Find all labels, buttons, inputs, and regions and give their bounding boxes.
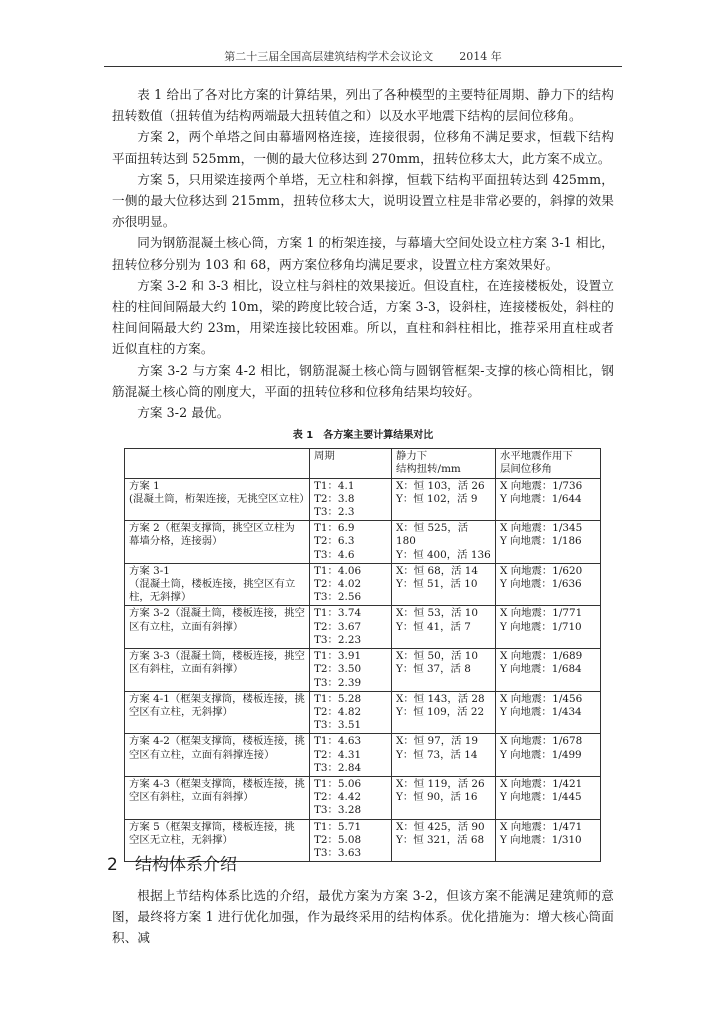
- section-body: [112, 885, 614, 949]
- paragraph-scheme-3-2-vs-3-3: 方案 3-2 和 3-3 相比，设立柱与斜柱的效果接近。但设直柱，在连接楼板处，设置立柱的柱间间隔最大约 10m，梁的跨度比较合适，方案 3-3，设斜柱，连接楼板处，斜柱的柱间间隔最大约 23m，用梁连接比较困难。所以，直柱和斜柱相比，推荐采用直柱或者近似直柱的方案。: [112, 277, 614, 357]
- cell-scheme: 方案 4-3（框架支撑筒，楼板连接，挑空区有斜柱，立面有斜撑）: [125, 776, 310, 819]
- section-heading: [107, 854, 617, 876]
- cell-period: T1：3.74 T2：3.67 T3：2.23: [310, 606, 392, 649]
- cell-torsion: X：恒 68，活 14 Y：恒 51，活 10: [392, 563, 496, 606]
- header-torsion: 静力下 结构扭转/mm: [392, 449, 496, 478]
- table-row: [125, 606, 601, 649]
- cell-period: T1：4.63 T2：4.31 T3：2.84: [310, 734, 392, 777]
- cell-period: T1：5.71 T2：5.08 T3：3.63: [310, 819, 392, 862]
- cell-drift: X 向地震：1/456 Y 向地震：1/434: [496, 691, 601, 734]
- cell-torsion: X：恒 103，活 26 Y：恒 102，活 9: [392, 478, 496, 521]
- cell-scheme: 方案 4-2（框架支撑筒，楼板连接，挑空区有立柱，立面有斜撑连接）: [125, 734, 310, 777]
- table-body: [125, 478, 601, 861]
- cell-period: T1：4.1 T2：3.8 T3：2.3: [310, 478, 392, 521]
- paragraph-scheme-3-2-vs-4-2: 方案 3-2 与方案 4-2 相比，钢筋混凝土核心筒与圆钢管框架-支撑的核心筒相比，钢筋混凝土核心筒的刚度大，平面的扭转位移和位移角结果均较好。: [112, 362, 614, 399]
- body-content: [112, 84, 614, 862]
- header-scheme: [125, 449, 310, 478]
- paragraph-scheme-1-vs-3-1: 同为钢筋混凝土核心筒，方案 1 的桁架连接，与幕墙大空间处设立柱方案 3-1 相比，扭转位移分别为 103 和 68，两方案位移角均满足要求，设置立柱方案效果好。: [112, 235, 614, 272]
- results-table: [124, 448, 601, 862]
- cell-drift: X 向地震：1/471 Y 向地震：1/310: [496, 819, 601, 862]
- table-row: [125, 521, 601, 564]
- cell-period: T1：3.91 T2：3.50 T3：2.39: [310, 649, 392, 692]
- cell-scheme: 方案 1 (混凝土筒，桁架连接，无挑空区立柱）: [125, 478, 310, 521]
- cell-torsion: X：恒 119，活 26 Y：恒 90，活 16: [392, 776, 496, 819]
- paragraph-conclusion: 方案 3-2 最优。: [137, 405, 230, 421]
- cell-period: T1：5.28 T2：4.82 T3：3.51: [310, 691, 392, 734]
- header-drift: 水平地震作用下 层间位移角: [496, 449, 601, 478]
- table-header-row: [125, 449, 601, 478]
- paragraph-intro: 表 1 给出了各对比方案的计算结果，列出了各种模型的主要特征周期、静力下的结构扭转数值（扭转值为结构两端最大扭转值之和）以及水平地震下结构的层间位移角。: [112, 87, 614, 124]
- cell-drift: X 向地震：1/421 Y 向地震：1/445: [496, 776, 601, 819]
- cell-torsion: X：恒 525，活 180 Y：恒 400，活 136: [392, 521, 496, 564]
- header-title: 第二十三届全国高层建筑结构学术会议论文: [224, 50, 434, 63]
- cell-period: T1：6.9 T2：6.3 T3：4.6: [310, 521, 392, 564]
- cell-scheme: 方案 4-1（框架支撑筒，楼板连接，挑空区有立柱，无斜撑）: [125, 691, 310, 734]
- paragraph-scheme-2: 方案 2，两个单塔之间由幕墙网格连接，连接很弱，位移角不满足要求，恒载下结构平面扭转达到 525mm，一侧的最大位移达到 270mm，扭转位移太大，此方案不成立。: [112, 129, 614, 166]
- cell-drift: X 向地震：1/678 Y 向地震：1/499: [496, 734, 601, 777]
- table-row: [125, 734, 601, 777]
- header-year: 2014 年: [459, 50, 502, 63]
- cell-scheme: 方案 2（框架支撑筒，挑空区立柱为幕墙分格，连接弱）: [125, 521, 310, 564]
- cell-scheme: 方案 3-3（混凝土筒，楼板连接，挑空区有斜柱，立面有斜撑）: [125, 649, 310, 692]
- table-row: [125, 776, 601, 819]
- cell-torsion: X：恒 50，活 10 Y：恒 37，活 8: [392, 649, 496, 692]
- cell-drift: X 向地震：1/771 Y 向地震：1/710: [496, 606, 601, 649]
- paragraph-scheme-5: 方案 5，只用梁连接两个单塔，无立柱和斜撑，恒载下结构平面扭转达到 425mm，一侧的最大位移达到 215mm，扭转位移太大，说明设置立柱是非常必要的，斜撑的效果亦很明显。: [112, 171, 614, 230]
- cell-scheme: 方案 3-2（混凝土筒，楼板连接，挑空区有立柱，立面有斜撑）: [125, 606, 310, 649]
- header-period: 周期: [310, 449, 392, 478]
- table-row: [125, 691, 601, 734]
- cell-period: T1：4.06 T2：4.02 T3：2.56: [310, 563, 392, 606]
- table-row: [125, 649, 601, 692]
- cell-drift: X 向地震：1/689 Y 向地震：1/684: [496, 649, 601, 692]
- cell-drift: X 向地震：1/345 Y 向地震：1/186: [496, 521, 601, 564]
- cell-drift: X 向地震：1/620 Y 向地震：1/636: [496, 563, 601, 606]
- cell-torsion: X：恒 143，活 28 Y：恒 109，活 22: [392, 691, 496, 734]
- cell-torsion: X：恒 53，活 10 Y：恒 41，活 7: [392, 606, 496, 649]
- table-row: [125, 563, 601, 606]
- table-row: [125, 478, 601, 521]
- section-title: 结构体系介绍: [135, 855, 237, 875]
- table-caption: 表 1 各方案主要计算结果对比: [292, 430, 434, 442]
- section-paragraph: 根据上节结构体系比选的介绍，最优方案为方案 3-2，但该方案不能满足建筑师的意图，最终将方案 1 进行优化加强，作为最终采用的结构体系。优化措施为：增大核心筒面积、减: [112, 888, 614, 946]
- cell-drift: X 向地震：1/736 Y 向地震：1/644: [496, 478, 601, 521]
- cell-scheme: 方案 5（框架支撑筒，楼板连接，挑空区无立柱，无斜撑）: [125, 819, 310, 862]
- cell-torsion: X：恒 425，活 90 Y：恒 321，活 68: [392, 819, 496, 862]
- cell-torsion: X：恒 97，活 19 Y：恒 73，活 14: [392, 734, 496, 777]
- cell-period: T1：5.06 T2：4.42 T3：3.28: [310, 776, 392, 819]
- section-number: 2: [107, 855, 118, 875]
- running-header: [104, 50, 622, 67]
- cell-scheme: 方案 3-1 （混凝土筒，楼板连接，挑空区有立柱，无斜撑）: [125, 563, 310, 606]
